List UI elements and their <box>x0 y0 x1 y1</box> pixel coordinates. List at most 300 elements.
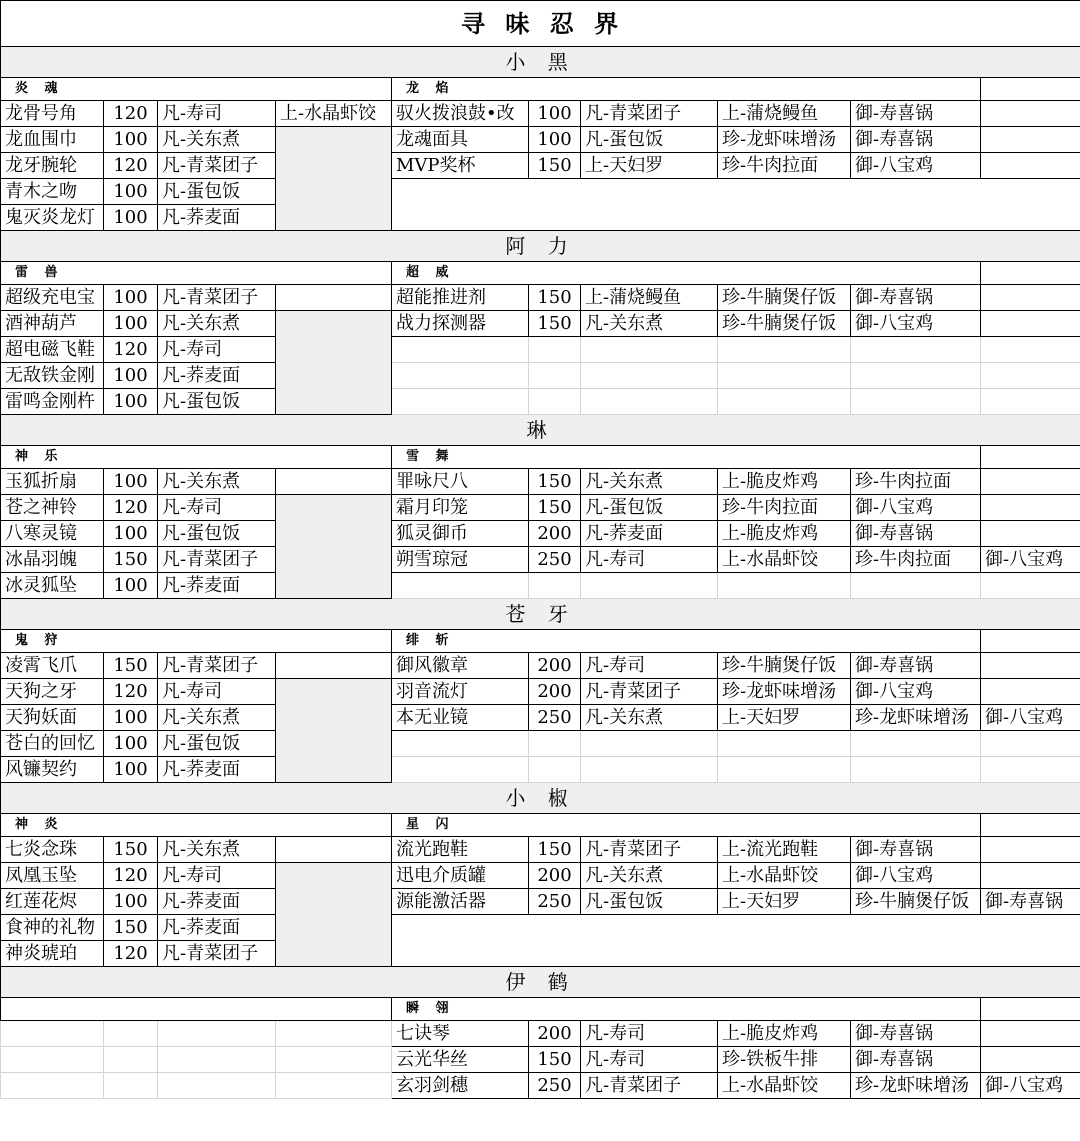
empty-cell <box>1 1047 104 1073</box>
right-item-name: 龙魂面具 <box>392 127 529 153</box>
empty-cell <box>158 1021 276 1047</box>
right-item-price: 150 <box>529 837 581 863</box>
right-item-price: 100 <box>529 101 581 127</box>
right-food-cell: 御-寿喜锅 <box>851 521 981 547</box>
right-food-cell: 凡-寿司 <box>581 653 718 679</box>
right-item-price: 250 <box>529 547 581 573</box>
left-item-price: 100 <box>104 205 158 231</box>
right-food-cell: 凡-寿司 <box>581 1047 718 1073</box>
right-skin-name: 超 威 <box>392 262 981 285</box>
left-item-price: 120 <box>104 679 158 705</box>
left-item-name: 冰灵狐坠 <box>1 573 104 599</box>
empty-cell <box>529 731 581 757</box>
left-item-price: 120 <box>104 941 158 967</box>
left-food-upper <box>276 469 392 495</box>
empty-cell <box>851 363 981 389</box>
empty-cell <box>1 1021 104 1047</box>
left-food-common: 凡-青菜团子 <box>158 153 276 179</box>
left-item-price: 120 <box>104 495 158 521</box>
item-row <box>1 127 1080 153</box>
right-food-cell <box>981 495 1080 521</box>
empty-cell <box>581 573 718 599</box>
left-food-common: 凡-蛋包饭 <box>158 521 276 547</box>
left-skin-name <box>1 998 392 1021</box>
left-food-upper <box>276 837 392 863</box>
right-food-cell: 凡-蛋包饭 <box>581 127 718 153</box>
character-header-row <box>1 231 1080 262</box>
left-food-common: 凡-青菜团子 <box>158 285 276 311</box>
empty-cell <box>981 78 1080 101</box>
empty-cell <box>276 1047 392 1073</box>
item-row <box>1 521 1080 547</box>
character-name: 阿 力 <box>1 231 1080 262</box>
left-item-name: 七炎念珠 <box>1 837 104 863</box>
item-row <box>1 889 1080 915</box>
right-item-name: 流光跑鞋 <box>392 837 529 863</box>
right-item-name: 驭火拨浪鼓•改 <box>392 101 529 127</box>
right-item-price: 200 <box>529 1021 581 1047</box>
right-food-cell: 御-寿喜锅 <box>851 285 981 311</box>
left-item-name: 酒神葫芦 <box>1 311 104 337</box>
empty-cell <box>718 573 851 599</box>
left-food-upper: 上-水晶虾饺 <box>276 101 392 127</box>
right-food-cell: 上-蒲烧鳗鱼 <box>718 101 851 127</box>
left-item-name: 青木之吻 <box>1 179 104 205</box>
right-food-cell <box>981 521 1080 547</box>
character-header-row <box>1 783 1080 814</box>
character-name: 小 黑 <box>1 47 1080 78</box>
right-food-cell: 上-脆皮炸鸡 <box>718 469 851 495</box>
left-item-name: 食神的礼物 <box>1 915 104 941</box>
right-item-name: 源能激活器 <box>392 889 529 915</box>
item-row <box>1 837 1080 863</box>
empty-cell <box>981 630 1080 653</box>
empty-cell <box>718 389 851 415</box>
right-food-cell: 凡-关东煮 <box>581 705 718 731</box>
left-item-name: 天狗妖面 <box>1 705 104 731</box>
right-item-name: MVP奖杯 <box>392 153 529 179</box>
right-food-cell: 珍-牛腩煲仔饭 <box>718 311 851 337</box>
left-item-name: 苍白的回忆 <box>1 731 104 757</box>
right-item-name: 云光华丝 <box>392 1047 529 1073</box>
empty-cell <box>851 757 981 783</box>
right-skin-name: 雪 舞 <box>392 446 981 469</box>
right-food-cell: 上-脆皮炸鸡 <box>718 1021 851 1047</box>
empty-cell <box>104 1021 158 1047</box>
empty-cell <box>1 1073 104 1099</box>
right-food-cell: 上-蒲烧鳗鱼 <box>581 285 718 311</box>
left-item-name: 龙骨号角 <box>1 101 104 127</box>
skin-name-row <box>1 998 1080 1021</box>
right-food-cell <box>981 101 1080 127</box>
right-food-cell <box>981 837 1080 863</box>
left-extra-empty <box>276 311 392 415</box>
empty-cell <box>981 446 1080 469</box>
right-food-cell <box>981 653 1080 679</box>
right-food-cell: 凡-青菜团子 <box>581 1073 718 1099</box>
character-header-row <box>1 599 1080 630</box>
left-food-common: 凡-关东煮 <box>158 837 276 863</box>
item-row <box>1 101 1080 127</box>
right-food-cell: 御-八宝鸡 <box>981 1073 1080 1099</box>
empty-cell <box>981 757 1080 783</box>
left-item-name: 红莲花烬 <box>1 889 104 915</box>
left-food-common: 凡-青菜团子 <box>158 653 276 679</box>
item-row <box>1 337 1080 363</box>
item-row <box>1 469 1080 495</box>
right-item-name: 罪咏尺八 <box>392 469 529 495</box>
left-food-common: 凡-荞麦面 <box>158 757 276 783</box>
right-food-cell <box>981 285 1080 311</box>
character-name: 伊 鹤 <box>1 967 1080 998</box>
left-item-name: 风镰契约 <box>1 757 104 783</box>
right-food-cell: 上-天妇罗 <box>581 153 718 179</box>
right-skin-name: 瞬 翎 <box>392 998 981 1021</box>
left-item-name: 超电磁飞鞋 <box>1 337 104 363</box>
right-food-cell: 珍-牛肉拉面 <box>718 495 851 521</box>
right-food-cell: 凡-青菜团子 <box>581 679 718 705</box>
right-item-price: 200 <box>529 521 581 547</box>
right-food-cell: 御-八宝鸡 <box>851 495 981 521</box>
left-item-name: 八寒灵镜 <box>1 521 104 547</box>
right-food-cell <box>981 127 1080 153</box>
left-extra-empty <box>276 127 392 231</box>
right-item-price: 200 <box>529 653 581 679</box>
left-item-price: 100 <box>104 127 158 153</box>
empty-cell <box>981 389 1080 415</box>
empty-cell <box>392 337 529 363</box>
right-food-cell <box>981 153 1080 179</box>
right-item-name: 本无业镜 <box>392 705 529 731</box>
right-item-name: 御风徽章 <box>392 653 529 679</box>
empty-cell <box>981 998 1080 1021</box>
right-item-price: 200 <box>529 863 581 889</box>
empty-cell <box>529 573 581 599</box>
left-item-price: 100 <box>104 311 158 337</box>
right-food-cell: 珍-牛肉拉面 <box>851 547 981 573</box>
left-item-price: 150 <box>104 837 158 863</box>
right-food-cell: 珍-龙虾味增汤 <box>718 127 851 153</box>
empty-cell <box>981 573 1080 599</box>
empty-cell <box>851 389 981 415</box>
right-food-cell: 珍-牛腩煲仔饭 <box>718 653 851 679</box>
right-item-name: 战力探测器 <box>392 311 529 337</box>
right-food-cell: 御-寿喜锅 <box>981 889 1080 915</box>
empty-cell <box>392 731 529 757</box>
item-row <box>1 1021 1080 1047</box>
left-skin-name: 神 炎 <box>1 814 392 837</box>
left-food-common: 凡-荞麦面 <box>158 889 276 915</box>
empty-cell <box>104 1047 158 1073</box>
right-item-price: 150 <box>529 469 581 495</box>
left-item-price: 120 <box>104 863 158 889</box>
right-food-cell: 御-八宝鸡 <box>981 547 1080 573</box>
empty-cell <box>718 757 851 783</box>
left-skin-name: 雷 兽 <box>1 262 392 285</box>
right-food-cell: 御-八宝鸡 <box>851 311 981 337</box>
right-item-price: 250 <box>529 889 581 915</box>
item-row <box>1 389 1080 415</box>
left-item-name: 冰晶羽魄 <box>1 547 104 573</box>
skin-name-row <box>1 262 1080 285</box>
right-skin-name: 龙 焰 <box>392 78 981 101</box>
right-food-cell: 珍-牛肉拉面 <box>851 469 981 495</box>
item-row <box>1 363 1080 389</box>
left-food-upper <box>276 653 392 679</box>
item-row <box>1 653 1080 679</box>
right-item-price: 150 <box>529 495 581 521</box>
empty-cell <box>158 1073 276 1099</box>
left-item-price: 100 <box>104 757 158 783</box>
right-item-price: 150 <box>529 285 581 311</box>
empty-cell <box>851 731 981 757</box>
item-row <box>1 179 1080 205</box>
left-item-price: 100 <box>104 285 158 311</box>
right-food-cell: 凡-寿司 <box>581 1021 718 1047</box>
right-food-cell: 珍-龙虾味增汤 <box>851 705 981 731</box>
right-food-cell: 凡-关东煮 <box>581 469 718 495</box>
left-item-price: 120 <box>104 153 158 179</box>
empty-cell <box>981 337 1080 363</box>
right-item-price: 150 <box>529 153 581 179</box>
left-item-price: 150 <box>104 547 158 573</box>
item-row <box>1 757 1080 783</box>
right-item-price: 100 <box>529 127 581 153</box>
right-item-name: 狐灵御币 <box>392 521 529 547</box>
left-item-name: 超级充电宝 <box>1 285 104 311</box>
right-food-cell: 凡-蛋包饭 <box>581 889 718 915</box>
right-food-cell: 珍-牛腩煲仔饭 <box>851 889 981 915</box>
left-item-price: 100 <box>104 469 158 495</box>
right-food-cell: 御-寿喜锅 <box>851 653 981 679</box>
left-item-price: 100 <box>104 573 158 599</box>
left-food-common: 凡-荞麦面 <box>158 363 276 389</box>
right-food-cell: 珍-龙虾味增汤 <box>851 1073 981 1099</box>
item-row <box>1 731 1080 757</box>
right-item-name: 超能推进剂 <box>392 285 529 311</box>
left-item-name: 天狗之牙 <box>1 679 104 705</box>
right-food-cell <box>981 1047 1080 1073</box>
right-food-cell <box>981 679 1080 705</box>
left-item-name: 龙牙腕轮 <box>1 153 104 179</box>
left-item-name: 无敌铁金刚 <box>1 363 104 389</box>
right-skin-name: 绯 斩 <box>392 630 981 653</box>
left-food-common: 凡-关东煮 <box>158 705 276 731</box>
right-skin-name: 星 闪 <box>392 814 981 837</box>
left-food-common: 凡-青菜团子 <box>158 547 276 573</box>
left-item-name: 雷鸣金刚杵 <box>1 389 104 415</box>
right-item-name: 朔雪琼冠 <box>392 547 529 573</box>
right-item-name: 羽音流灯 <box>392 679 529 705</box>
empty-cell <box>529 389 581 415</box>
right-food-cell: 上-水晶虾饺 <box>718 863 851 889</box>
right-item-name: 霜月印笼 <box>392 495 529 521</box>
empty-cell <box>581 389 718 415</box>
skin-name-row <box>1 446 1080 469</box>
left-item-price: 150 <box>104 915 158 941</box>
right-food-cell: 上-水晶虾饺 <box>718 547 851 573</box>
left-item-name: 凤凰玉坠 <box>1 863 104 889</box>
character-name: 小 椒 <box>1 783 1080 814</box>
empty-cell <box>392 389 529 415</box>
left-food-common: 凡-寿司 <box>158 863 276 889</box>
right-food-cell: 上-水晶虾饺 <box>718 1073 851 1099</box>
left-item-price: 100 <box>104 179 158 205</box>
item-row <box>1 311 1080 337</box>
right-item-name: 七诀琴 <box>392 1021 529 1047</box>
left-item-name: 苍之神铃 <box>1 495 104 521</box>
skin-name-row <box>1 814 1080 837</box>
left-item-price: 100 <box>104 521 158 547</box>
left-food-common: 凡-蛋包饭 <box>158 731 276 757</box>
empty-cell <box>276 1021 392 1047</box>
empty-cell <box>718 731 851 757</box>
right-food-cell: 御-八宝鸡 <box>851 863 981 889</box>
right-food-cell: 凡-蛋包饭 <box>581 495 718 521</box>
right-food-cell: 凡-寿司 <box>581 547 718 573</box>
empty-cell <box>392 573 529 599</box>
item-row <box>1 863 1080 889</box>
right-food-cell: 御-寿喜锅 <box>851 127 981 153</box>
right-item-price: 250 <box>529 705 581 731</box>
right-food-cell <box>981 311 1080 337</box>
left-item-price: 100 <box>104 889 158 915</box>
right-food-cell: 上-天妇罗 <box>718 705 851 731</box>
right-food-cell: 珍-牛肉拉面 <box>718 153 851 179</box>
page-title: 寻 味 忍 界 <box>1 1 1080 47</box>
left-food-common: 凡-荞麦面 <box>158 205 276 231</box>
empty-cell <box>851 337 981 363</box>
right-food-cell: 凡-青菜团子 <box>581 101 718 127</box>
right-item-price: 250 <box>529 1073 581 1099</box>
left-item-price: 120 <box>104 337 158 363</box>
left-item-name: 凌霄飞爪 <box>1 653 104 679</box>
character-header-row <box>1 415 1080 446</box>
empty-cell <box>529 757 581 783</box>
right-food-cell: 凡-青菜团子 <box>581 837 718 863</box>
right-food-cell: 凡-关东煮 <box>581 311 718 337</box>
item-row <box>1 495 1080 521</box>
right-food-cell: 御-八宝鸡 <box>851 153 981 179</box>
left-food-common: 凡-寿司 <box>158 495 276 521</box>
right-item-name: 玄羽剑穗 <box>392 1073 529 1099</box>
item-row <box>1 1047 1080 1073</box>
character-name: 琳 <box>1 415 1080 446</box>
item-row <box>1 1073 1080 1099</box>
empty-cell <box>581 757 718 783</box>
right-food-cell: 上-脆皮炸鸡 <box>718 521 851 547</box>
empty-cell <box>392 363 529 389</box>
left-food-common: 凡-荞麦面 <box>158 915 276 941</box>
right-item-price: 200 <box>529 679 581 705</box>
right-food-cell: 御-八宝鸡 <box>981 705 1080 731</box>
left-item-price: 100 <box>104 731 158 757</box>
item-row <box>1 153 1080 179</box>
empty-cell <box>981 363 1080 389</box>
left-item-price: 100 <box>104 363 158 389</box>
left-food-upper <box>276 285 392 311</box>
right-food-cell: 上-流光跑鞋 <box>718 837 851 863</box>
item-row <box>1 705 1080 731</box>
empty-cell <box>529 337 581 363</box>
left-item-name: 鬼灭炎龙灯 <box>1 205 104 231</box>
right-food-cell <box>981 863 1080 889</box>
left-food-common: 凡-寿司 <box>158 679 276 705</box>
left-item-name: 玉狐折扇 <box>1 469 104 495</box>
right-food-cell: 御-寿喜锅 <box>851 1047 981 1073</box>
left-food-common: 凡-荞麦面 <box>158 573 276 599</box>
empty-cell <box>581 363 718 389</box>
right-food-cell: 御-寿喜锅 <box>851 101 981 127</box>
character-header-row <box>1 967 1080 998</box>
right-food-cell: 珍-铁板牛排 <box>718 1047 851 1073</box>
right-food-cell: 珍-牛腩煲仔饭 <box>718 285 851 311</box>
character-name: 苍 牙 <box>1 599 1080 630</box>
right-item-name: 迅电介质罐 <box>392 863 529 889</box>
right-food-cell: 御-寿喜锅 <box>851 837 981 863</box>
right-blank-area <box>392 179 1080 231</box>
left-item-name: 龙血围巾 <box>1 127 104 153</box>
right-food-cell: 上-天妇罗 <box>718 889 851 915</box>
empty-cell <box>581 731 718 757</box>
left-food-common: 凡-蛋包饭 <box>158 389 276 415</box>
left-food-common: 凡-关东煮 <box>158 311 276 337</box>
left-skin-name: 神 乐 <box>1 446 392 469</box>
empty-cell <box>981 814 1080 837</box>
empty-cell <box>981 262 1080 285</box>
left-food-common: 凡-关东煮 <box>158 469 276 495</box>
right-item-price: 150 <box>529 311 581 337</box>
empty-cell <box>392 757 529 783</box>
right-food-cell <box>981 469 1080 495</box>
character-header-row <box>1 47 1080 78</box>
empty-cell <box>581 337 718 363</box>
item-row <box>1 547 1080 573</box>
left-extra-empty <box>276 495 392 599</box>
left-item-price: 100 <box>104 705 158 731</box>
left-food-common: 凡-蛋包饭 <box>158 179 276 205</box>
empty-cell <box>851 573 981 599</box>
empty-cell <box>276 1073 392 1099</box>
left-skin-name: 炎 魂 <box>1 78 392 101</box>
item-row <box>1 679 1080 705</box>
left-food-common: 凡-寿司 <box>158 101 276 127</box>
empty-cell <box>104 1073 158 1099</box>
left-food-common: 凡-寿司 <box>158 337 276 363</box>
empty-cell <box>529 363 581 389</box>
item-row <box>1 915 1080 941</box>
skin-name-row <box>1 78 1080 101</box>
left-item-name: 神炎琥珀 <box>1 941 104 967</box>
item-row <box>1 573 1080 599</box>
empty-cell <box>718 337 851 363</box>
right-food-cell: 御-八宝鸡 <box>851 679 981 705</box>
right-blank-area <box>392 915 1080 967</box>
right-food-cell: 珍-龙虾味增汤 <box>718 679 851 705</box>
left-food-common: 凡-青菜团子 <box>158 941 276 967</box>
empty-cell <box>981 731 1080 757</box>
left-item-price: 100 <box>104 389 158 415</box>
right-food-cell: 御-寿喜锅 <box>851 1021 981 1047</box>
right-food-cell: 凡-关东煮 <box>581 863 718 889</box>
empty-cell <box>718 363 851 389</box>
right-food-cell: 凡-荞麦面 <box>581 521 718 547</box>
left-extra-empty <box>276 679 392 783</box>
left-food-common: 凡-关东煮 <box>158 127 276 153</box>
skin-name-row <box>1 630 1080 653</box>
left-extra-empty <box>276 863 392 967</box>
left-item-price: 120 <box>104 101 158 127</box>
